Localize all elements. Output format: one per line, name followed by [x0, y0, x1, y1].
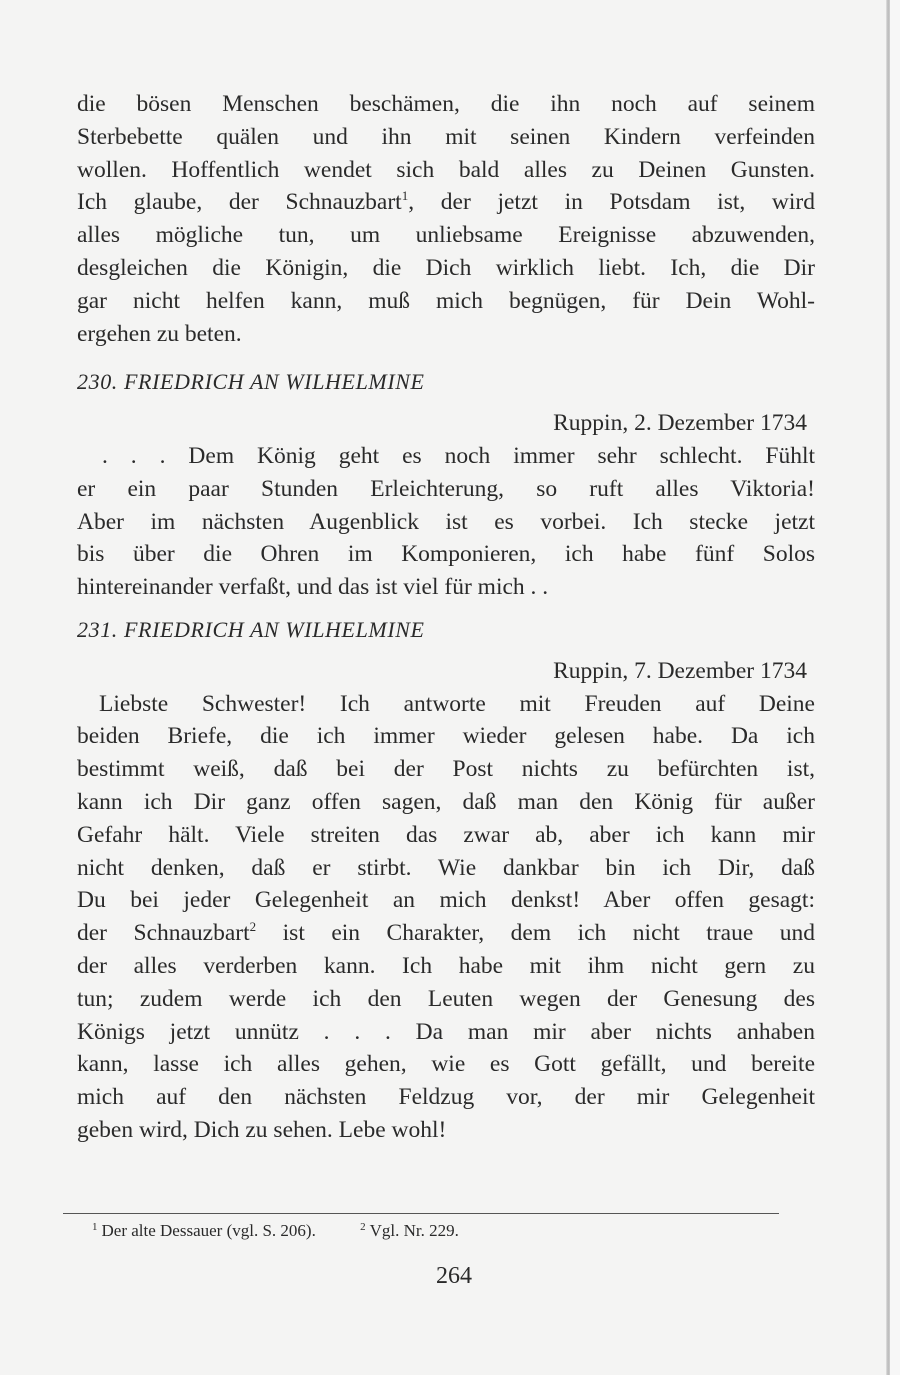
text-line: Gefahr hält. Viele streiten das zwar ab, aber ich kann mir: [77, 821, 815, 848]
letter-231: [77, 614, 815, 1147]
text-line: die bösen Menschen beschämen, die ihn noch auf seinem: [77, 91, 815, 117]
footnote-1: [92, 1219, 316, 1243]
adjacent-page-edge: [890, 0, 900, 1375]
letter-heading: 231. FRIEDRICH AN WILHELMINE: [77, 616, 425, 642]
text-line: mich auf den nächsten Feldzug vor, der mir Gelegenheit: [77, 1084, 815, 1111]
text-line: . . . Dem König geht es noch immer sehr schlecht. Fühlt: [102, 442, 815, 469]
text-line: Liebste Schwester! Ich antworte mit Freuden auf Deine: [99, 690, 815, 717]
previous-letter-continuation: [77, 88, 815, 350]
text-line: nicht denken, daß er stirbt. Wie dankbar bin ich Dir, daß: [77, 854, 815, 881]
footnote-divider: [63, 1213, 779, 1214]
text-line: kann, lasse ich alles gehen, wie es Gott gefällt, und bereite: [77, 1051, 815, 1078]
text-line: alles mögliche tun, um unliebsame Ereignisse abzuwenden,: [77, 222, 815, 249]
text-line: gar nicht helfen kann, muß mich begnügen, für Dein Wohl-: [77, 287, 815, 314]
text-line: Sterbebette quälen und ihn mit seinen Kindern verfeinden: [77, 123, 815, 150]
letter-230: [77, 366, 815, 604]
text-fragment: Ich glaube, der Schnauzbart: [77, 189, 402, 216]
text-line: Königs jetzt unnütz . . . Da man mir aber nichts anhaben: [77, 1018, 815, 1045]
footnote-text: Vgl. Nr. 229.: [369, 1221, 459, 1240]
page-number: 264: [436, 1263, 472, 1289]
page-body: [77, 88, 815, 1147]
text-fragment: , der jetzt in Potsdam ist, wird: [408, 189, 815, 216]
footnote-mark: 1: [92, 1221, 98, 1233]
text-line: Aber im nächsten Augenblick ist es vorbei. Ich stecke jetzt: [77, 508, 815, 535]
text-line: [77, 186, 815, 219]
footnote-mark: 2: [360, 1221, 366, 1233]
text-line: desgleichen die Königin, die Dich wirklich liebt. Ich, die Dir: [77, 254, 815, 281]
letter-place-date: Ruppin, 7. Dezember 1734: [553, 657, 807, 684]
text-line: hintereinander verfaßt, und das ist viel für mich . .: [77, 574, 549, 601]
text-line: [77, 917, 815, 950]
text-fragment: ist ein Charakter, dem ich nicht traue und: [256, 920, 815, 947]
text-line: tun; zudem werde ich den Leuten wegen der Genesung des: [77, 985, 815, 1012]
letter-place-date: Ruppin, 2. Dezember 1734: [553, 410, 807, 437]
text-line: Du bei jeder Gelegenheit an mich denkst! Aber offen gesagt:: [77, 887, 815, 914]
footnote-ref-1[interactable]: 1: [401, 188, 409, 204]
footnote-text: Der alte Dessauer (vgl. S. 206).: [101, 1221, 316, 1240]
footnote-ref-2[interactable]: 2: [249, 919, 257, 935]
text-fragment: der Schnauzbart: [77, 920, 250, 947]
text-line: kann ich Dir ganz offen sagen, daß man den König für außer: [77, 788, 815, 815]
text-line: bestimmt weiß, daß bei der Post nichts zu befürchten ist,: [77, 756, 815, 783]
text-line: der alles verderben kann. Ich habe mit ihm nicht gern zu: [77, 952, 815, 979]
letter-heading: 230. FRIEDRICH AN WILHELMINE: [77, 369, 425, 395]
text-line: er ein paar Stunden Erleichterung, so ruft alles Viktoria!: [77, 475, 815, 502]
text-line: bis über die Ohren im Komponieren, ich habe fünf Solos: [77, 541, 815, 568]
text-line: geben wird, Dich zu sehen. Lebe wohl!: [77, 1116, 447, 1143]
text-line: ergehen zu beten.: [77, 320, 242, 347]
footnotes: [92, 1219, 459, 1243]
footnote-2: [360, 1219, 459, 1243]
text-line: beiden Briefe, die ich immer wieder gelesen habe. Da ich: [77, 723, 815, 750]
text-line: wollen. Hoffentlich wendet sich bald alles zu Deinen Gunsten.: [77, 156, 815, 183]
